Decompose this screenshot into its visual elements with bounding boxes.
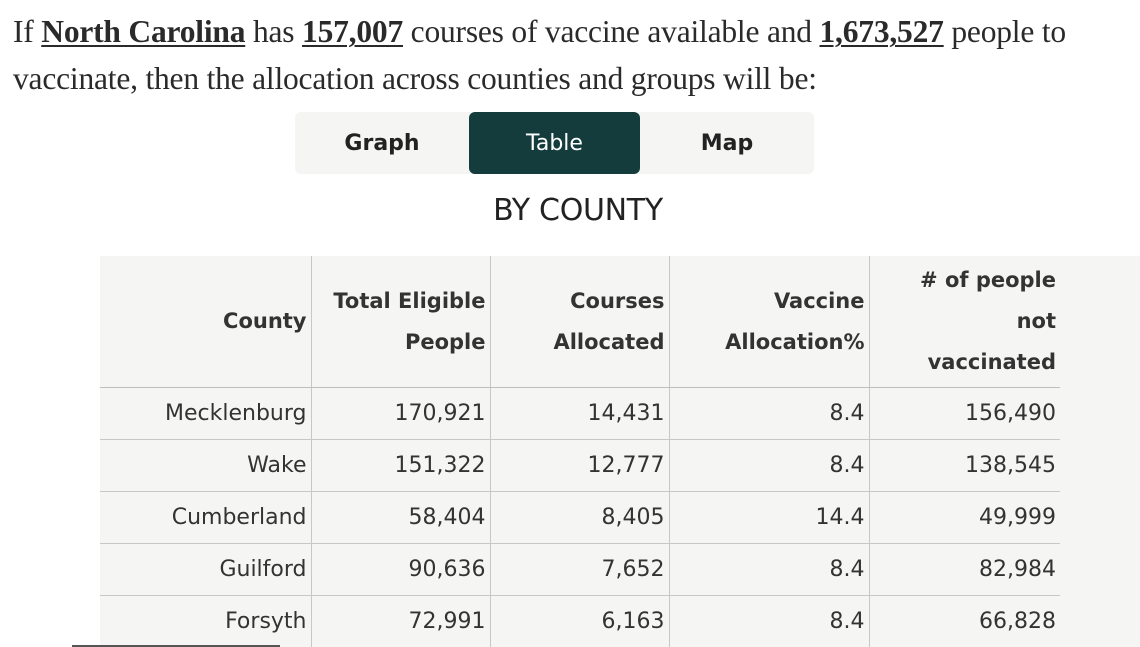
cell-courses-allocated: 6,163 (490, 596, 669, 647)
cell-vaccine-allocation: 8.4 (669, 440, 869, 492)
county-table-container (100, 256, 1140, 647)
header-not-vaccinated[interactable]: # of people not vaccinated (869, 256, 1060, 388)
cell-vaccine-allocation: 8.4 (669, 544, 869, 596)
tab-graph[interactable]: Graph (344, 130, 420, 156)
intro-sentence (13, 8, 1138, 102)
cell-vaccine-allocation: 14.4 (669, 492, 869, 544)
table-row (100, 544, 1060, 596)
people-to-vaccinate-value[interactable]: 1,673,527 (819, 14, 944, 49)
table-row (100, 388, 1060, 440)
cell-total-eligible: 58,404 (311, 492, 490, 544)
courses-available-value[interactable]: 157,007 (302, 14, 403, 49)
cell-county: Mecklenburg (100, 388, 311, 440)
cell-not-vaccinated: 156,490 (869, 388, 1060, 440)
cell-courses-allocated: 8,405 (490, 492, 669, 544)
intro-mid1: has (245, 14, 303, 49)
cell-not-vaccinated: 82,984 (869, 544, 1060, 596)
cell-county: Wake (100, 440, 311, 492)
county-allocation-table (100, 256, 1060, 647)
cell-not-vaccinated: 138,545 (869, 440, 1060, 492)
header-county[interactable]: County (100, 256, 311, 388)
cell-vaccine-allocation: 8.4 (669, 388, 869, 440)
cell-not-vaccinated: 49,999 (869, 492, 1060, 544)
header-total-eligible[interactable]: Total Eligible People (311, 256, 490, 388)
cell-total-eligible: 170,921 (311, 388, 490, 440)
header-vaccine-allocation[interactable]: Vaccine Allocation% (669, 256, 869, 388)
intro-suffix: people to vaccinate, then the allocation across counties and groups will be: (13, 14, 1066, 96)
cell-courses-allocated: 14,431 (490, 388, 669, 440)
intro-prefix: If (13, 14, 42, 49)
cell-vaccine-allocation: 8.4 (669, 596, 869, 647)
intro-mid2: courses of vaccine available and (403, 14, 820, 49)
table-row (100, 596, 1060, 647)
cell-courses-allocated: 7,652 (490, 544, 669, 596)
cell-total-eligible: 90,636 (311, 544, 490, 596)
cell-county: Cumberland (100, 492, 311, 544)
cell-county: Forsyth (100, 596, 311, 647)
section-title: BY COUNTY (493, 193, 663, 228)
header-courses-allocated[interactable]: Courses Allocated (490, 256, 669, 388)
cell-total-eligible: 151,322 (311, 440, 490, 492)
state-link[interactable]: North Carolina (41, 14, 246, 49)
cell-not-vaccinated: 66,828 (869, 596, 1060, 647)
table-row (100, 492, 1060, 544)
view-toggle (295, 112, 814, 174)
tab-table[interactable]: Table (469, 112, 640, 174)
table-row (100, 440, 1060, 492)
cell-courses-allocated: 12,777 (490, 440, 669, 492)
table-header-row (100, 256, 1060, 388)
cell-total-eligible: 72,991 (311, 596, 490, 647)
tab-map[interactable]: Map (700, 130, 754, 156)
cell-county: Guilford (100, 544, 311, 596)
